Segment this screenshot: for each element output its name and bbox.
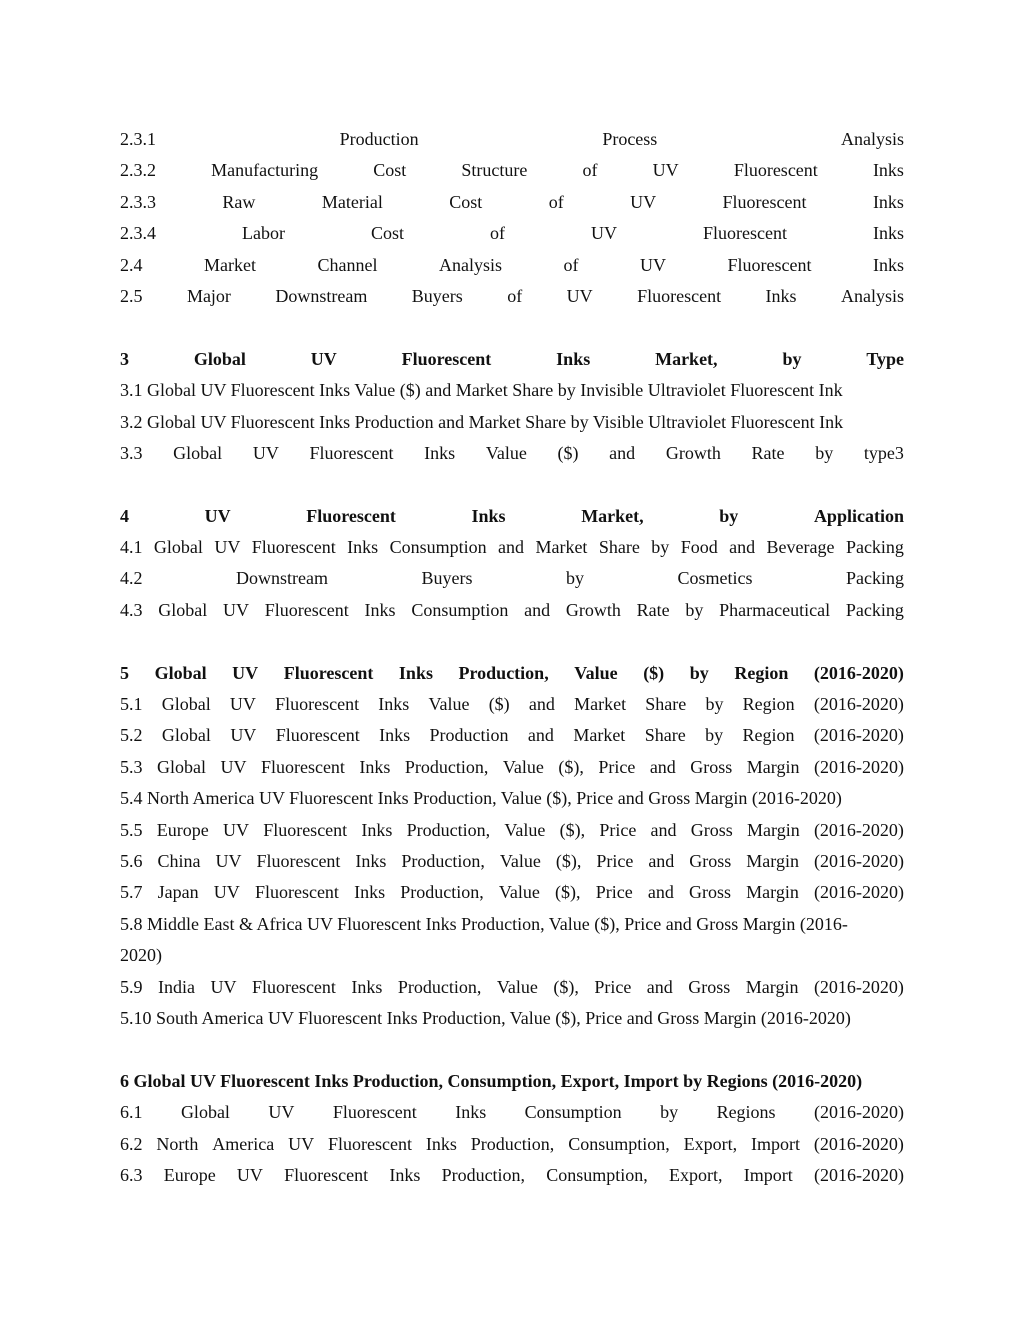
toc-word: and [524, 599, 551, 620]
toc-word: Inks [389, 1164, 421, 1185]
toc-word: Gross [690, 756, 733, 777]
toc-word: ($), [555, 882, 581, 903]
toc-word: Fluorescent [727, 254, 812, 275]
toc-entry [120, 124, 904, 155]
toc-word: 2.3.1 [120, 129, 156, 149]
blank-line [120, 312, 904, 343]
toc-word: of [507, 285, 523, 306]
toc-word: 5 [120, 662, 129, 683]
toc-word: UV [213, 882, 240, 903]
toc-word: 2.3.4 [120, 223, 156, 244]
toc-word: Global [153, 537, 203, 558]
toc-word: Raw [222, 191, 256, 212]
toc-word: Major [186, 285, 231, 306]
blank-line [120, 626, 904, 657]
toc-word: UV [222, 819, 249, 840]
toc-entry [120, 563, 904, 594]
toc-word: UV [220, 756, 247, 777]
toc-word: Value [498, 882, 540, 903]
toc-word: Global [161, 694, 211, 715]
blank-line [120, 1034, 904, 1065]
toc-word: Production, [401, 850, 485, 871]
toc-word: India [157, 976, 195, 997]
toc-word: Margin [747, 819, 800, 840]
toc-word: 4 [120, 505, 129, 526]
toc-word: Beverage [766, 537, 835, 558]
toc-entry [120, 595, 904, 626]
toc-word: UV [204, 505, 231, 526]
toc-word: Structure [461, 160, 528, 181]
toc-word: Europe [163, 1164, 216, 1185]
toc-word: Export, [683, 1133, 738, 1154]
toc-word: Inks [455, 1102, 487, 1123]
toc-word: UV [630, 191, 657, 212]
toc-word: by [782, 348, 802, 369]
toc-entry [120, 438, 904, 469]
toc-word: Fluorescent [251, 537, 336, 558]
toc-entry [120, 720, 904, 751]
toc-word: Gross [689, 850, 732, 871]
toc-word: and [650, 819, 677, 840]
toc-word: UV [288, 1133, 315, 1154]
toc-word: ($), [559, 819, 586, 840]
toc-word: Inks [424, 442, 456, 463]
toc-word: Value [428, 694, 470, 715]
toc-word: Global [180, 1102, 230, 1123]
toc-word: Value [504, 819, 546, 840]
toc-word: Region [734, 662, 789, 683]
toc-word: Global [154, 662, 207, 683]
toc-word: Production, [470, 1133, 555, 1154]
toc-word: Market, [581, 505, 644, 526]
toc-word: by [689, 662, 709, 683]
toc-entry: 2020) [120, 945, 162, 966]
toc-word: Analysis [840, 129, 904, 149]
toc-word: Market [574, 694, 627, 715]
toc-word: Buyers [421, 568, 473, 589]
toc-word: Consumption [411, 599, 509, 620]
toc-word: Fluorescent [306, 505, 396, 526]
toc-word: Share [598, 537, 640, 558]
toc-word: (2016-2020) [813, 1164, 904, 1185]
toc-word: (2016-2020) [814, 1102, 904, 1123]
toc-word: Inks [765, 285, 797, 306]
toc-word: of [563, 254, 579, 275]
toc-entry [120, 815, 904, 846]
toc-word: Production, [400, 882, 484, 903]
toc-word: (2016-2020) [813, 976, 904, 997]
toc-word: Downstream [275, 285, 368, 306]
toc-word: Inks [398, 662, 433, 683]
toc-section-heading: 6 Global UV Fluorescent Inks Production, Consumption, Export, Import by Regions (2016-2020) [120, 1070, 863, 1091]
toc-word: Fluorescent [251, 976, 336, 997]
toc-word: 5.1 [120, 694, 143, 715]
toc-word: Cost [373, 160, 407, 181]
toc-entry [120, 1160, 904, 1191]
toc-entry [120, 218, 904, 249]
toc-word: North [156, 1133, 199, 1154]
toc-word: Fluorescent [275, 725, 360, 746]
toc-entry: 5.4 North America UV Fluorescent Inks Production, Value ($), Price and Gross Margin (2016-2020) [120, 788, 842, 809]
toc-word: Fluorescent [260, 756, 345, 777]
toc-word: Inks [355, 850, 387, 871]
toc-word: 2.3.2 [120, 160, 156, 181]
toc-word: and [527, 725, 554, 746]
toc-word: 6.1 [120, 1102, 143, 1123]
toc-word: Price [596, 850, 634, 871]
toc-word: ($), [558, 756, 584, 777]
toc-word: Cosmetics [677, 568, 753, 589]
toc-word: Fluorescent [637, 285, 722, 306]
toc-word: Export, [669, 1164, 723, 1185]
toc-word: Market [535, 537, 588, 558]
toc-word: Fluorescent [284, 1164, 369, 1185]
toc-word: Fluorescent [254, 882, 339, 903]
toc-word: Fluorescent [263, 819, 348, 840]
toc-word: by [565, 568, 584, 589]
toc-word: Inks [378, 694, 410, 715]
toc-word: Inks [351, 976, 383, 997]
toc-word: Type [866, 348, 904, 369]
toc-word: Global [161, 725, 211, 746]
toc-word: Global [193, 348, 246, 369]
toc-word: and [609, 442, 636, 463]
toc-entry [120, 250, 904, 281]
blank-line [120, 469, 904, 500]
toc-entry [120, 752, 904, 783]
toc-word: UV [252, 442, 279, 463]
toc-word: and [498, 537, 525, 558]
toc-word: Inks [347, 537, 379, 558]
toc-word: Value [499, 850, 541, 871]
toc-word: by [660, 1102, 679, 1123]
toc-section-heading [120, 344, 904, 375]
toc-word: Share [645, 694, 687, 715]
toc-word: Inks [361, 819, 393, 840]
toc-word: 6.3 [120, 1164, 143, 1185]
toc-word: Import [743, 1164, 793, 1185]
toc-entry: 5.8 Middle East & Africa UV Fluorescent Inks Production, Value ($), Price and Gross Margin (2016- [120, 913, 848, 934]
toc-word: Inks [425, 1133, 457, 1154]
toc-word: ($), [555, 850, 582, 871]
toc-word: ($) [643, 662, 665, 683]
toc-word: Import [750, 1133, 800, 1154]
toc-section-heading [120, 658, 904, 689]
toc-word: Inks [354, 882, 386, 903]
toc-word: by [705, 725, 724, 746]
toc-word: Buyers [411, 285, 463, 306]
toc-word: and [729, 537, 756, 558]
toc-word: Analysis [438, 254, 502, 275]
toc-word: Fluorescent [283, 662, 374, 683]
toc-word: Fluorescent [722, 191, 807, 212]
toc-word: Consumption, [568, 1133, 670, 1154]
toc-entry [120, 972, 904, 1003]
toc-entry [120, 281, 904, 312]
toc-word: Inks [872, 160, 904, 181]
toc-word: ($), [553, 976, 579, 997]
toc-word: Inks [872, 254, 904, 275]
document-page [120, 124, 904, 1191]
toc-word: 5.2 [120, 725, 143, 746]
toc-word: 6.2 [120, 1133, 143, 1154]
toc-word: Region [742, 694, 795, 715]
toc-word: 5.9 [120, 976, 143, 997]
toc-word: Growth [565, 599, 621, 620]
toc-word: Cost [449, 191, 483, 212]
toc-word: Fluorescent [256, 850, 341, 871]
toc-word: 5.3 [120, 756, 143, 777]
toc-word: Consumption, [546, 1164, 648, 1185]
toc-word: Price [595, 882, 633, 903]
toc-word: and [528, 694, 555, 715]
toc-word: ($) [557, 442, 579, 463]
toc-word: by [705, 694, 724, 715]
toc-word: Consumption [524, 1102, 622, 1123]
toc-word: Manufacturing [211, 160, 319, 181]
toc-word: (2016-2020) [813, 756, 904, 777]
toc-word: Inks [471, 505, 506, 526]
toc-word: and [648, 850, 675, 871]
toc-word: by [685, 599, 704, 620]
toc-entry [120, 877, 904, 908]
toc-word: (2016-2020) [813, 694, 904, 715]
toc-word: Gross [688, 976, 731, 997]
toc-word: Market [573, 725, 626, 746]
toc-word: Region [742, 725, 795, 746]
toc-word: by [651, 537, 670, 558]
toc-word: and [647, 882, 674, 903]
toc-word: Japan [157, 882, 199, 903]
toc-word: UV [229, 694, 256, 715]
toc-word: Production, [441, 1164, 526, 1185]
toc-word: Value [502, 756, 544, 777]
toc-entry [120, 1097, 904, 1128]
toc-word: (2016-2020) [813, 662, 904, 683]
toc-word: Inks [364, 599, 396, 620]
toc-word: Value [485, 442, 527, 463]
toc-word: Packing [845, 568, 904, 589]
toc-word: Rate [751, 442, 785, 463]
toc-word: Analysis [840, 285, 904, 306]
toc-word: by [815, 442, 834, 463]
toc-word: 5.7 [120, 882, 143, 903]
toc-word: Fluorescent [328, 1133, 413, 1154]
toc-word: UV [214, 537, 241, 558]
toc-entry: 5.10 South America UV Fluorescent Inks Production, Value ($), Price and Gross Margin (2016-2020) [120, 1007, 851, 1028]
toc-word: Channel [317, 254, 378, 275]
toc-entry [120, 532, 904, 563]
toc-word: China [157, 850, 201, 871]
toc-word: (2016-2020) [813, 850, 904, 871]
toc-word: Europe [156, 819, 209, 840]
toc-word: UV [652, 160, 679, 181]
toc-word: Price [599, 819, 637, 840]
toc-word: (2016-2020) [813, 1133, 904, 1154]
toc-word: Margin [745, 976, 799, 997]
toc-word: America [212, 1133, 275, 1154]
toc-word: 4.3 [120, 599, 143, 620]
toc-word: Production, [458, 662, 549, 683]
toc-entry [120, 187, 904, 218]
toc-word: ($) [488, 694, 510, 715]
toc-entry [120, 155, 904, 186]
toc-word: UV [591, 223, 617, 244]
toc-word: Production, [397, 976, 482, 997]
toc-word: Downstream [236, 568, 328, 589]
toc-word: Inks [872, 191, 904, 212]
toc-word: UV [236, 1164, 263, 1185]
toc-word: Process [602, 129, 658, 149]
toc-word: 2.4 [120, 254, 143, 275]
toc-word: of [490, 223, 505, 244]
toc-word: Fluorescent [703, 223, 787, 244]
toc-word: Price [594, 976, 632, 997]
toc-word: Inks [359, 756, 391, 777]
toc-word: (2016-2020) [813, 819, 904, 840]
toc-word: UV [223, 599, 250, 620]
toc-entry: 3.2 Global UV Fluorescent Inks Production and Market Share by Visible Ultraviolet Fluorescent Ink [120, 411, 844, 432]
toc-word: Value [496, 976, 538, 997]
toc-word: Market, [655, 348, 718, 369]
toc-word: Packing [845, 537, 904, 558]
toc-word: Fluorescent [309, 442, 394, 463]
toc-word: Fluorescent [332, 1102, 417, 1123]
toc-word: UV [210, 976, 237, 997]
toc-word: Inks [379, 725, 411, 746]
toc-entry: 3.1 Global UV Fluorescent Inks Value ($) and Market Share by Invisible Ultraviolet Fluorescent Ink [120, 380, 843, 401]
toc-word: Regions [716, 1102, 776, 1123]
toc-word: Margin [746, 882, 799, 903]
toc-word: Global [173, 442, 223, 463]
toc-word: UV [310, 348, 337, 369]
toc-word: (2016-2020) [814, 882, 904, 903]
toc-word: UV [215, 850, 242, 871]
toc-word: Share [644, 725, 686, 746]
toc-word: Rate [636, 599, 670, 620]
toc-word: Packing [845, 599, 904, 620]
toc-word: Inks [872, 223, 904, 244]
toc-word: Application [813, 505, 904, 526]
toc-word: Cost [370, 223, 404, 244]
toc-word: Price [598, 756, 636, 777]
toc-word: Pharmaceutical [719, 599, 831, 620]
toc-word: of [548, 191, 564, 212]
toc-word: Fluorescent [275, 694, 360, 715]
toc-word: and [646, 976, 673, 997]
toc-word: Margin [746, 850, 799, 871]
toc-word: Gross [689, 882, 732, 903]
toc-word: UV [268, 1102, 295, 1123]
toc-word: Market [204, 254, 256, 275]
toc-word: Fluorescent [264, 599, 349, 620]
toc-word: Global [158, 599, 208, 620]
toc-section-heading [120, 501, 904, 532]
toc-word: by [719, 505, 739, 526]
toc-word: UV [232, 662, 259, 683]
toc-word: 4.2 [120, 568, 143, 589]
toc-word: and [649, 756, 676, 777]
toc-word: Food [680, 537, 718, 558]
toc-word: Production, [406, 819, 491, 840]
toc-entry [120, 846, 904, 877]
toc-word: 3 [120, 348, 129, 369]
toc-word: 2.5 [120, 285, 143, 306]
toc-word: Production [339, 129, 419, 149]
toc-word: Production [429, 725, 509, 746]
toc-word: UV [639, 254, 666, 275]
toc-word: Gross [690, 819, 733, 840]
toc-word: Value [574, 662, 618, 683]
toc-word: (2016-2020) [813, 725, 904, 746]
toc-word: UV [566, 285, 593, 306]
toc-word: Inks [556, 348, 591, 369]
toc-word: 2.3.3 [120, 191, 156, 212]
toc-word: Growth [665, 442, 721, 463]
toc-word: Labor [242, 223, 285, 244]
toc-word: 5.5 [120, 819, 143, 840]
toc-word: of [582, 160, 598, 181]
toc-entry [120, 689, 904, 720]
toc-word: Production, [404, 756, 489, 777]
toc-word: Margin [746, 756, 800, 777]
toc-word: UV [230, 725, 257, 746]
toc-word: 4.1 [120, 537, 143, 558]
toc-word: Fluorescent [401, 348, 492, 369]
toc-word: Consumption [389, 537, 487, 558]
toc-word: type3 [863, 442, 904, 463]
toc-entry [120, 1129, 904, 1160]
toc-word: Fluorescent [733, 160, 818, 181]
toc-word: Global [156, 756, 206, 777]
toc-word: Material [321, 191, 383, 212]
toc-word: 3.3 [120, 442, 143, 463]
toc-word: 5.6 [120, 850, 143, 871]
